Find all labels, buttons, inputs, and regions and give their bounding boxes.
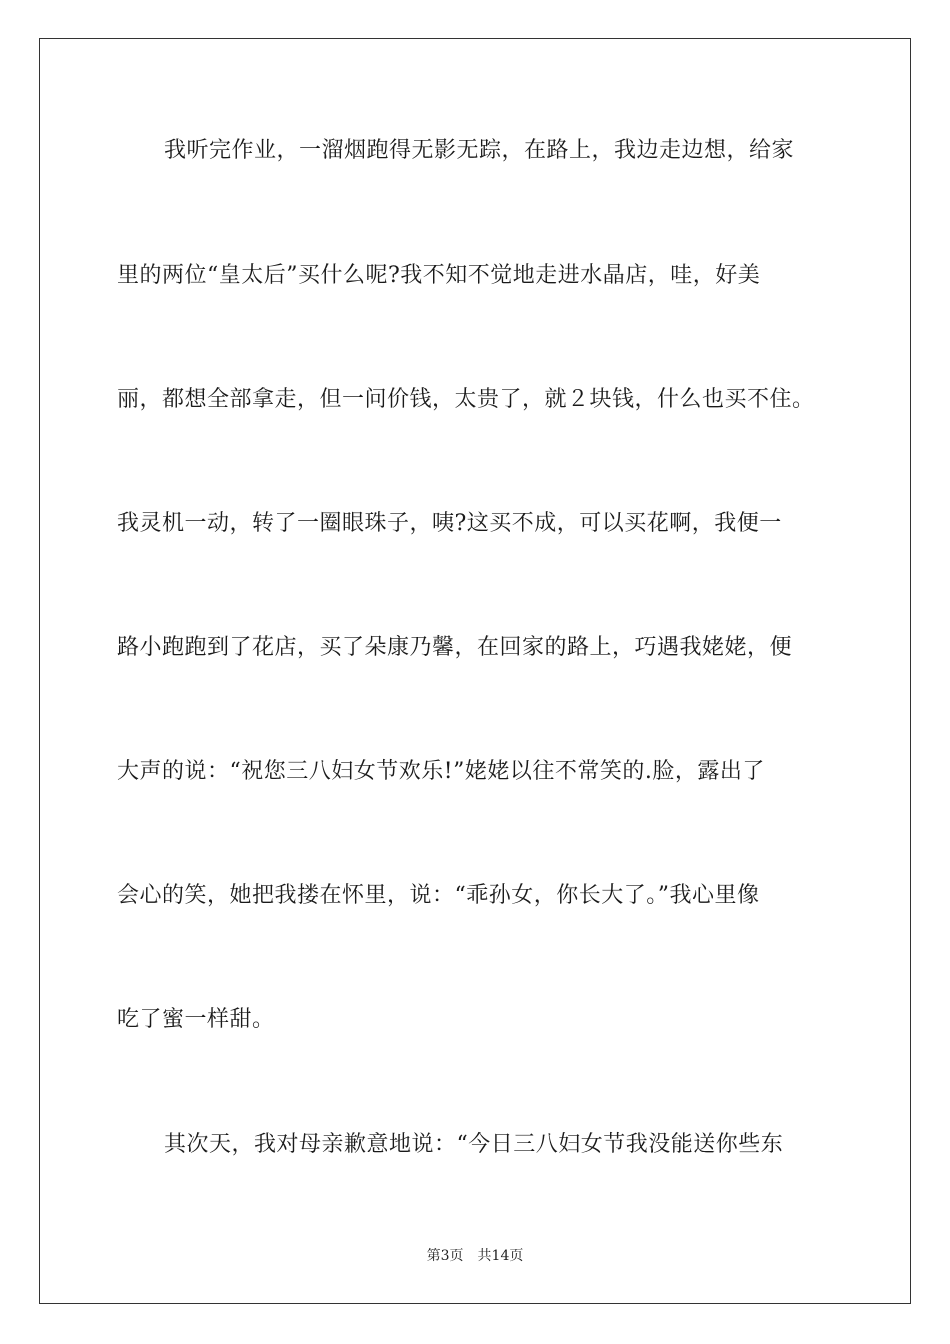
paragraph-line: 会心的笑，她把我搂在怀里，说：“乖孙女，你长大了。”我心里像 (117, 883, 760, 908)
paragraph-line: 我灵机一动，转了一圈眼珠子，咦?这买不成，可以买花啊，我便一 (117, 511, 782, 536)
page-number: 第3页 (426, 1248, 464, 1264)
paragraph-line: 丽，都想全部拿走，但一问价钱，太贵了，就２块钱，什么也买不住。 (117, 387, 815, 412)
page-footer (0, 1246, 950, 1266)
page-total: 共14页 (477, 1248, 524, 1264)
page-border (39, 38, 911, 1304)
paragraph-line: 我听完作业，一溜烟跑得无影无踪，在路上，我边走边想，给家 (164, 138, 795, 163)
paragraph-line: 大声的说：“祝您三八妇女节欢乐!”姥姥以往不常笑的.脸，露出了 (117, 759, 765, 784)
paragraph-line: 吃了蜜一样甜。 (117, 1007, 275, 1032)
paragraph-line: 里的两位“皇太后”买什么呢?我不知不觉地走进水晶店，哇，好美 (117, 263, 761, 288)
paragraph-line: 路小跑跑到了花店，买了朵康乃馨，在回家的路上，巧遇我姥姥，便 (117, 635, 793, 660)
paragraph-line: 其次天，我对母亲歉意地说：“今日三八妇女节我没能送你些东 (164, 1132, 784, 1157)
